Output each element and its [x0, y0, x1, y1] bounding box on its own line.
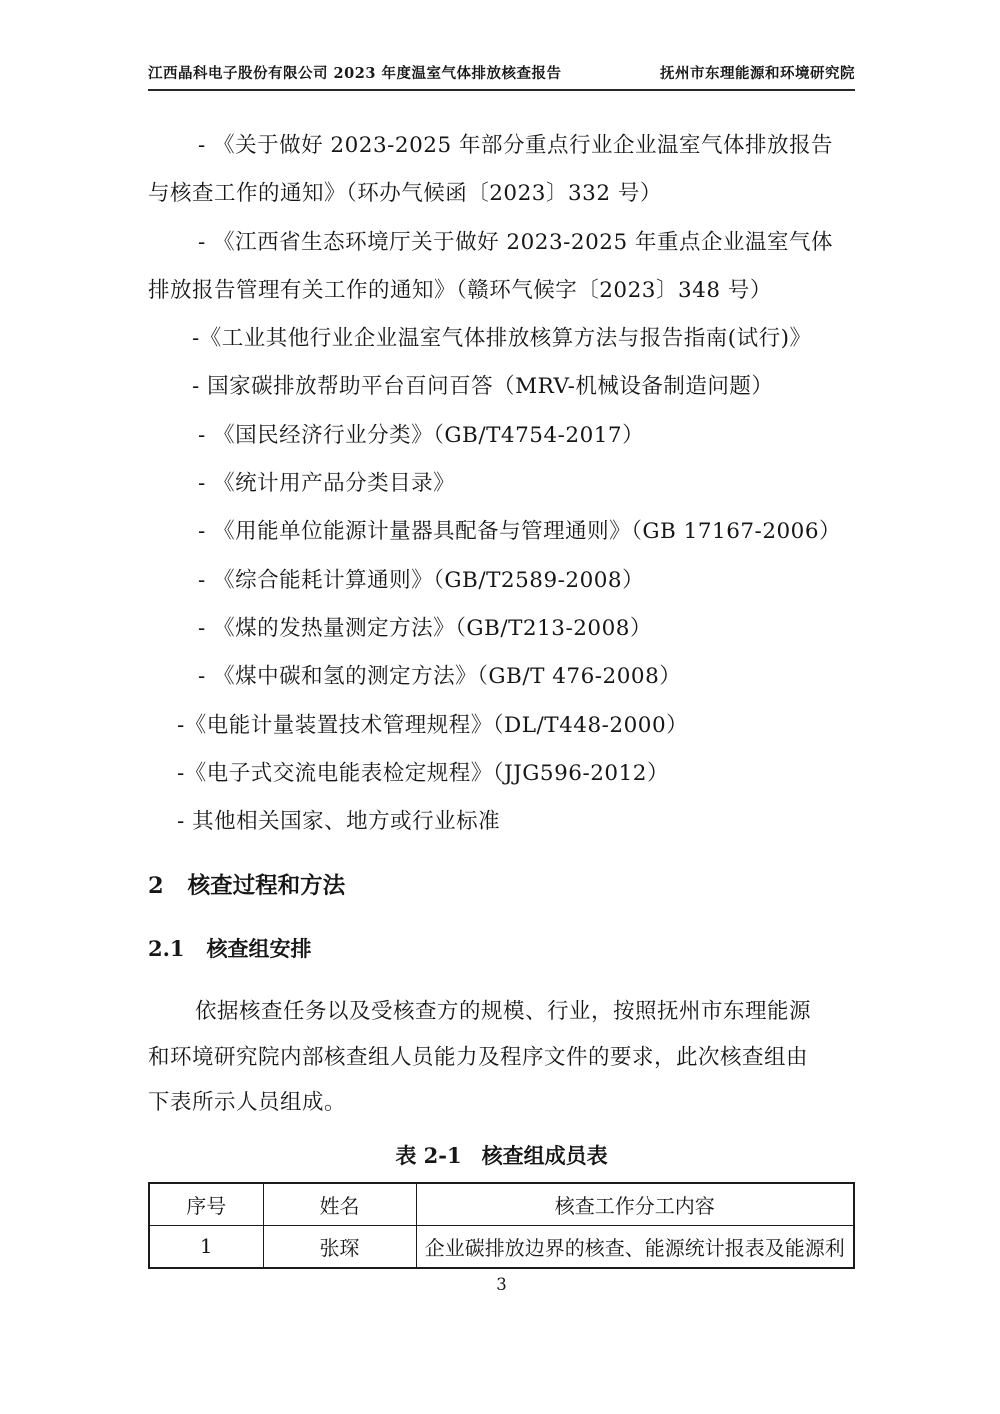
table-caption-label: 表 2-1	[395, 1142, 462, 1168]
reference-line: - 《煤的发热量测定方法》（GB/T213-2008）	[198, 615, 652, 641]
reference-line: -《工业其他行业企业温室气体排放核算方法与报告指南(试行)》	[192, 326, 812, 352]
reference-line: - 国家碳排放帮助平台百问百答（MRV-机械设备制造问题）	[192, 374, 774, 400]
page-footer	[148, 1274, 855, 1296]
table-row	[149, 1225, 854, 1268]
running-header	[148, 0, 855, 91]
reference-line: - 《用能单位能源计量器具配备与管理通则》（GB 17167-2006）	[198, 519, 842, 545]
section-title: 核查过程和方法	[187, 873, 346, 900]
reference-line: - 《江西省生态环境厅关于做好 2023-2025 年重点企业温室气体	[198, 229, 833, 255]
reference-line-continuation: 与核查工作的通知》（环办气候函〔2023〕332 号）	[148, 181, 662, 207]
team-table	[148, 1182, 855, 1269]
reference-line: -《电能计量装置技术管理规程》（DL/T448-2000）	[177, 712, 689, 738]
reference-line: - 《煤中碳和氢的测定方法》（GB/T 476-2008）	[198, 664, 682, 690]
reference-line: - 《综合能耗计算通则》（GB/T2589-2008）	[198, 567, 645, 593]
subsection-title: 核查组安排	[206, 936, 312, 962]
reference-line: - 《国民经济行业分类》（GB/T4754-2017）	[198, 422, 645, 448]
table-header-duty: 核查工作分工内容	[416, 1183, 854, 1226]
table-caption-title: 核查组成员表	[481, 1142, 608, 1168]
reference-line: - 《关于做好 2023-2025 年部分重点行业企业温室气体排放报告	[198, 133, 833, 158]
cell-duty: 企业碳排放边界的核查、能源统计报表及能源利	[416, 1225, 854, 1268]
page-content	[148, 0, 855, 1296]
section-heading	[148, 868, 855, 904]
reference-list	[148, 122, 855, 846]
reference-line: -《电子式交流电能表检定规程》（JJG596-2012）	[177, 760, 669, 786]
reference-line: - 其他相关国家、地方或行业标准	[177, 809, 501, 835]
paragraph-line: 依据核查任务以及受核查方的规模、行业，按照抚州市东理能源	[195, 999, 812, 1025]
page-number: 3	[496, 1274, 507, 1294]
paragraph-line: 和环境研究院内部核查组人员能力及程序文件的要求，此次核查组由	[148, 1044, 809, 1070]
cell-name: 张琛	[263, 1225, 416, 1268]
header-right-org: 抚州市东理能源和环境研究院	[660, 65, 855, 82]
header-left-title: 江西晶科电子股份有限公司 2023 年度温室气体排放核查报告	[148, 65, 562, 82]
subsection-number: 2.1	[148, 936, 185, 962]
cell-index: 1	[149, 1225, 263, 1268]
section-number: 2	[148, 873, 164, 900]
table-header-name: 姓名	[263, 1183, 416, 1226]
paragraph-line: 下表所示人员组成。	[148, 1090, 347, 1116]
table-header-index: 序号	[149, 1183, 263, 1226]
body-paragraph	[148, 989, 855, 1126]
subsection-heading	[148, 933, 855, 965]
table-caption	[148, 1139, 855, 1173]
reference-line-continuation: 排放报告管理有关工作的通知》（赣环气候字〔2023〕348 号）	[148, 277, 772, 303]
reference-line: - 《统计用产品分类目录》	[198, 471, 456, 497]
table-header-row	[149, 1183, 854, 1226]
